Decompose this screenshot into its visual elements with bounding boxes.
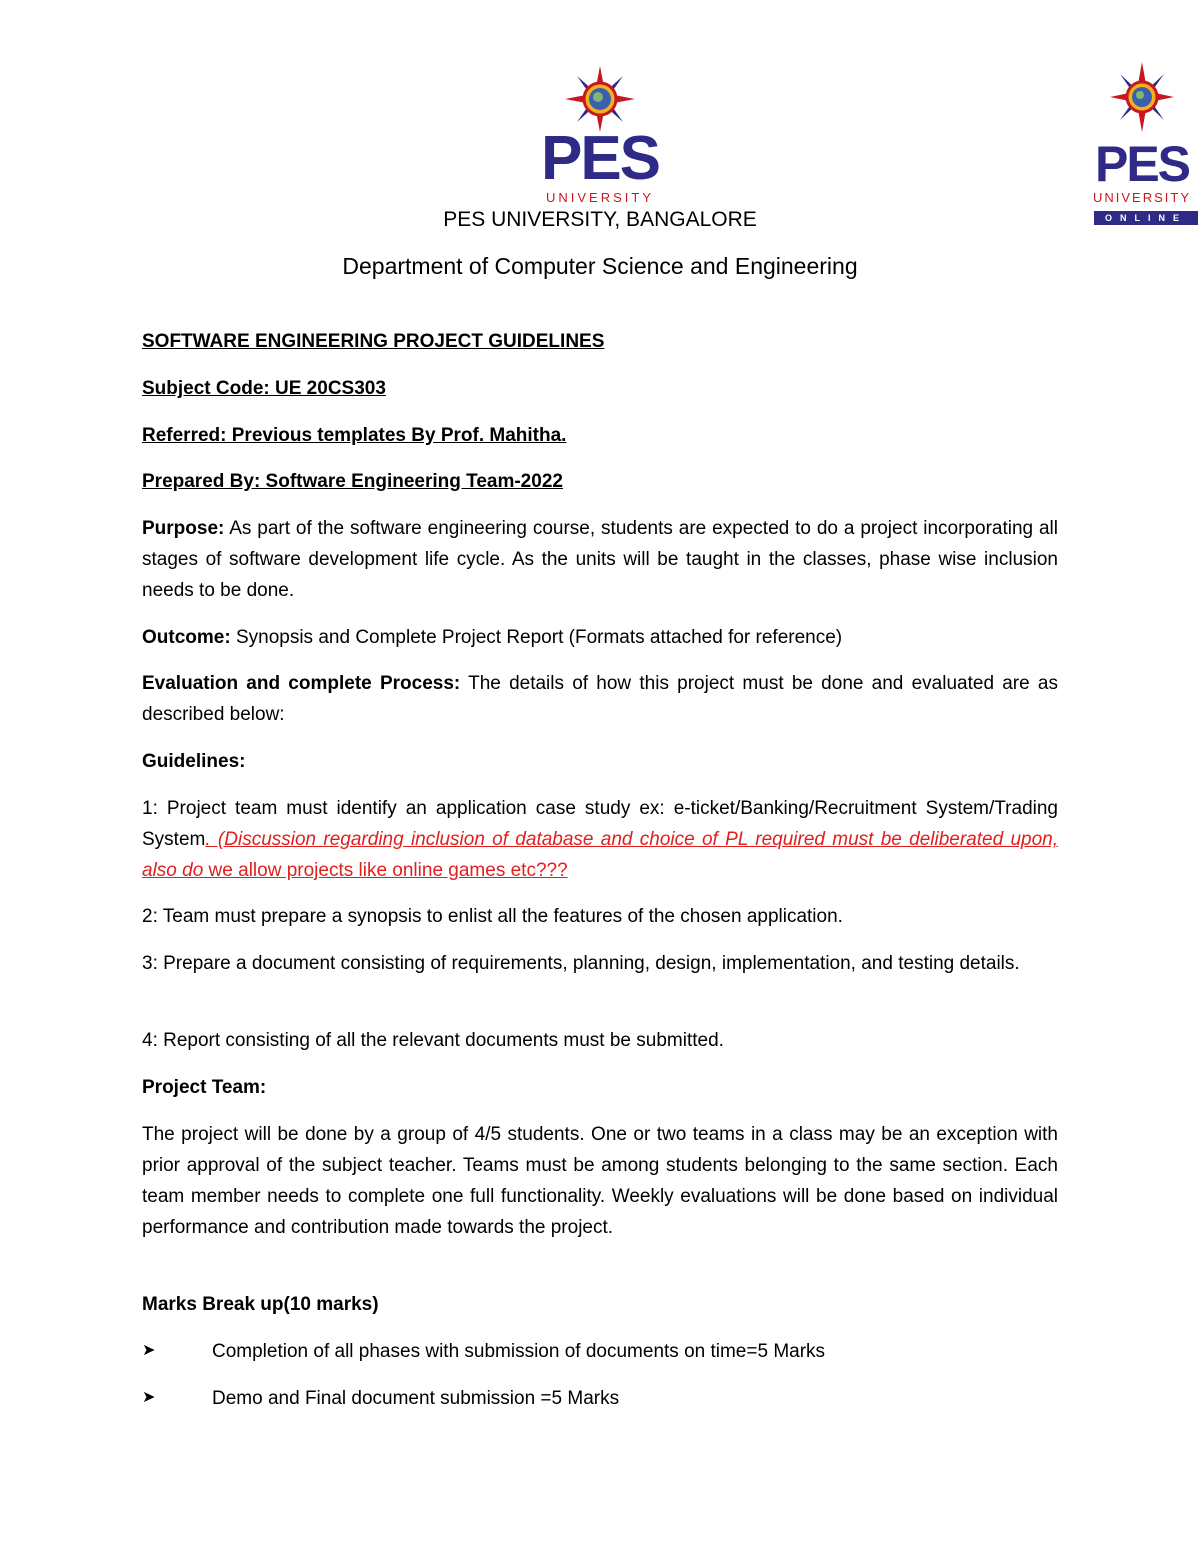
guideline-item-1-text: 1: Project team must identify an application case study ex: e-ticket/Banking/Recruitment System/Trading System bbox=[142, 798, 1058, 850]
guideline-item-3: 3: Prepare a document consisting of requirements, planning, design, implementation, and testing details. bbox=[142, 953, 1020, 974]
logo-brand-text: PES bbox=[1094, 136, 1190, 192]
purpose-paragraph bbox=[142, 513, 1058, 606]
project-team-paragraph: The project will be done by a group of 4/5 students. One or two teams in a class may be an exception with prior approval of the subject teacher. Teams must be among students belonging to the same section. Each team member needs to complete one full functionality. Weekly evaluations will be done based on individual performance and contribution made towards the project. bbox=[142, 1124, 1058, 1238]
pes-university-online-logo bbox=[1086, 62, 1198, 228]
guideline-item-4: 4: Report consisting of all the relevant documents must be submitted. bbox=[142, 1030, 724, 1051]
guideline-item-1-note-end: we allow projects like online games etc??? bbox=[203, 860, 568, 881]
department-name: Department of Computer Science and Engineering bbox=[342, 253, 858, 279]
purpose-text: As part of the software engineering course, students are expected to do a project incorporating all stages of software development life cycle. As the units will be taught in the classes, phase wise inclusion needs to be done. bbox=[142, 518, 1058, 601]
logo-sub-text: UNIVERSITY bbox=[1092, 190, 1191, 205]
referred-line: Referred: Previous templates By Prof. Mahitha. bbox=[142, 425, 567, 446]
outcome-paragraph bbox=[142, 622, 1058, 653]
evaluation-text: The details of how this project must be done and evaluated are as described below: bbox=[142, 673, 1058, 725]
subject-code: Subject Code: UE 20CS303 bbox=[142, 378, 386, 399]
logo-brand-text: PES bbox=[540, 124, 660, 193]
marks-label: Marks Break up(10 marks) bbox=[142, 1294, 379, 1315]
outcome-text: Synopsis and Complete Project Report (Formats attached for reference) bbox=[230, 627, 843, 648]
guidelines-label: Guidelines: bbox=[142, 751, 246, 772]
project-team-label: Project Team: bbox=[142, 1077, 267, 1098]
marks-item-2: Demo and Final document submission =5 Marks bbox=[212, 1388, 620, 1409]
arrow-bullet-icon: ➤ bbox=[142, 1342, 156, 1359]
logo-sub-text: UNIVERSITY bbox=[545, 190, 654, 205]
evaluation-paragraph bbox=[142, 668, 1058, 730]
compass-emblem-icon bbox=[1110, 62, 1174, 132]
guideline-item-1 bbox=[142, 793, 1058, 886]
arrow-bullet-icon: ➤ bbox=[142, 1389, 156, 1406]
logo-online-tag: ONLINE bbox=[1094, 211, 1198, 225]
marks-item-1: Completion of all phases with submission of documents on time=5 Marks bbox=[212, 1341, 826, 1362]
document-heading: SOFTWARE ENGINEERING PROJECT GUIDELINES bbox=[142, 331, 605, 352]
university-name: PES UNIVERSITY, BANGALORE bbox=[443, 208, 757, 231]
pes-university-logo bbox=[538, 66, 662, 206]
compass-emblem-icon bbox=[565, 66, 635, 132]
guideline-item-2: 2: Team must prepare a synopsis to enlist all the features of the chosen application. bbox=[142, 906, 843, 927]
evaluation-label: Evaluation and complete Process: bbox=[142, 673, 461, 694]
outcome-label: Outcome: bbox=[142, 627, 231, 648]
guideline-item-1-note: . (Discussion regarding inclusion of database and choice of PL required must be deliberated upon, also do bbox=[142, 829, 1058, 881]
purpose-label: Purpose: bbox=[142, 518, 225, 539]
prepared-by-line: Prepared By: Software Engineering Team-2022 bbox=[142, 471, 563, 492]
